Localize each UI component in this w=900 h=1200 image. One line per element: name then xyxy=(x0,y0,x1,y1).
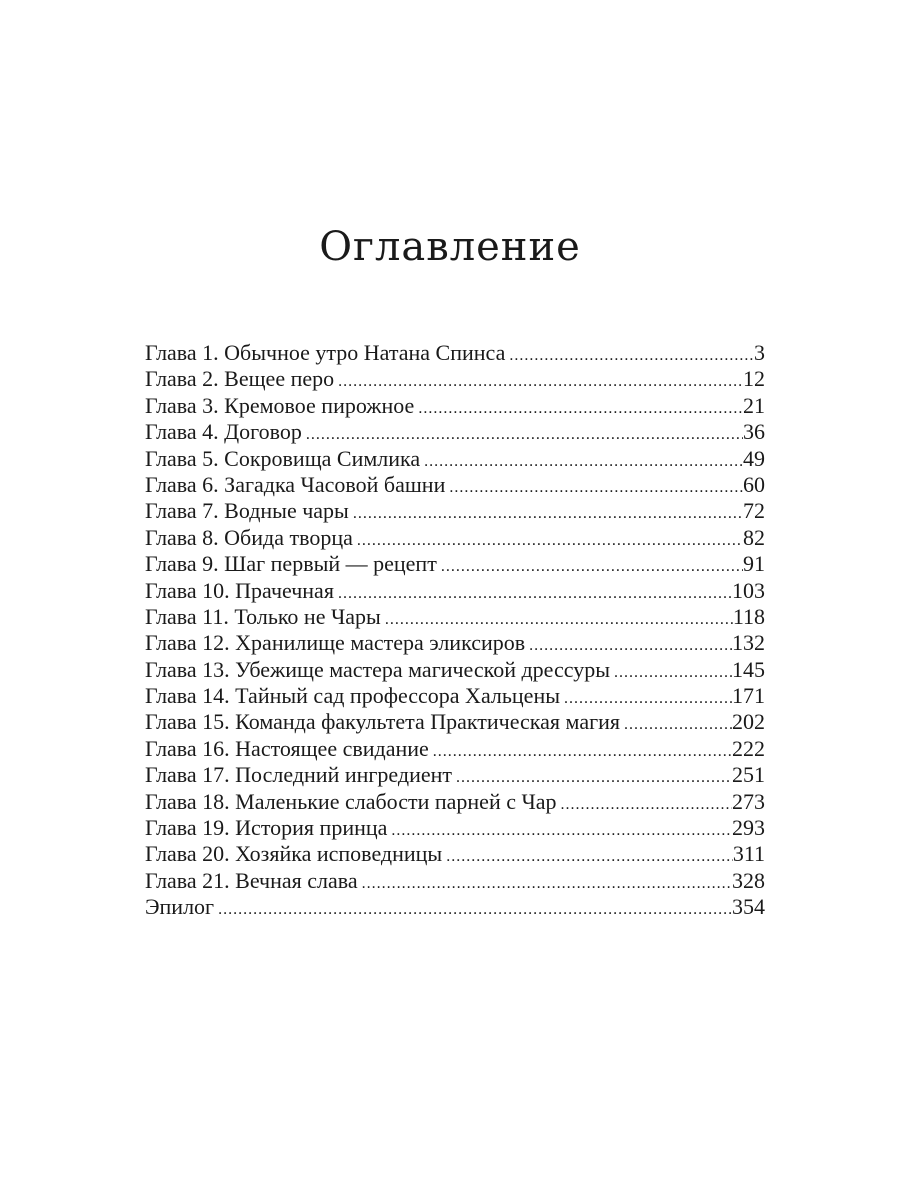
toc-entry-page-number: 273 xyxy=(732,788,765,814)
toc-entry-label: Эпилог xyxy=(145,894,215,920)
toc-entry-label: Глава 9. Шаг первый — рецепт xyxy=(145,551,437,577)
toc-dot-leader xyxy=(449,475,743,501)
toc-entry-page-number: 171 xyxy=(732,683,765,709)
toc-entry-label: Глава 1. Обычное утро Натана Спинса xyxy=(145,340,506,365)
toc-entry-page-number: 202 xyxy=(732,709,765,735)
toc-entry-page-number: 82 xyxy=(743,524,765,550)
toc-entry xyxy=(145,683,765,709)
toc-entry xyxy=(145,841,765,867)
toc-entry-page-number: 251 xyxy=(732,762,765,788)
toc-entry-label: Глава 4. Договор xyxy=(145,419,302,445)
toc-entry-label: Глава 19. История принца xyxy=(145,815,388,841)
toc-entry-label: Глава 12. Хранилище мастера эликсиров xyxy=(145,630,526,656)
toc-entry-label: Глава 14. Тайный сад профессора Хальцены xyxy=(145,683,561,709)
toc-entry xyxy=(145,815,765,841)
toc-entry-page-number: 145 xyxy=(732,656,765,682)
toc-entry-page-number: 49 xyxy=(743,445,765,471)
toc-entry xyxy=(145,446,765,472)
toc-dot-leader xyxy=(353,501,743,527)
toc-dot-leader xyxy=(561,792,732,818)
toc-entry-page-number: 293 xyxy=(732,815,765,841)
toc-entry-page-number: 118 xyxy=(732,603,765,629)
toc-entry-page-number: 12 xyxy=(743,366,765,392)
toc-entry xyxy=(145,709,765,735)
toc-entry xyxy=(145,472,765,498)
toc-entry-label: Глава 8. Обида творца xyxy=(145,524,353,550)
toc-entry-page-number: 354 xyxy=(732,894,765,920)
toc-entry-page-number: 222 xyxy=(732,735,765,761)
toc-entry-page-number: 36 xyxy=(743,419,765,445)
toc-entry xyxy=(145,762,765,788)
toc-entry-page-number: 132 xyxy=(732,630,765,656)
toc-entry-label: Глава 11. Только не Чары xyxy=(145,603,381,629)
toc-entry xyxy=(145,789,765,815)
toc-entry-label: Глава 10. Прачечная xyxy=(145,577,334,603)
toc-dot-leader xyxy=(441,554,743,580)
toc-entry xyxy=(145,366,765,392)
toc-entry xyxy=(145,894,765,920)
toc-dot-leader xyxy=(614,660,732,686)
toc-entry-label: Глава 16. Настоящее свидание xyxy=(145,735,429,761)
toc-entry-label: Глава 13. Убежище мастера магической дрессуры xyxy=(145,656,610,682)
toc-entry-label: Глава 3. Кремовое пирожное xyxy=(145,392,415,418)
toc-entry xyxy=(145,578,765,604)
toc-entry-label: Глава 2. Вещее перо xyxy=(145,366,335,392)
toc-entry-label: Глава 20. Хозяйка исповедницы xyxy=(145,841,443,867)
toc-entry xyxy=(145,604,765,630)
toc-dot-leader xyxy=(624,712,732,738)
toc-entry-label: Глава 15. Команда факультета Практическая магия xyxy=(145,709,620,735)
toc-entry-page-number: 72 xyxy=(743,498,765,524)
page-title: Оглавление xyxy=(319,224,581,270)
toc-entry xyxy=(145,868,765,894)
toc-dot-leader xyxy=(338,581,732,607)
toc-entry-page-number: 103 xyxy=(732,577,765,603)
toc-entry xyxy=(145,419,765,445)
toc-entry-label: Глава 17. Последний ингредиент xyxy=(145,762,453,788)
toc-entry xyxy=(145,551,765,577)
table-of-contents xyxy=(145,340,765,921)
toc-entry-page-number: 311 xyxy=(732,841,765,867)
toc-dot-leader xyxy=(433,739,732,765)
toc-entry xyxy=(145,657,765,683)
toc-entry-page-number: 91 xyxy=(743,551,765,577)
toc-entry xyxy=(145,340,765,366)
toc-entry xyxy=(145,525,765,551)
toc-entry-label: Глава 7. Водные чары xyxy=(145,498,349,524)
toc-dot-leader xyxy=(446,844,733,870)
toc-entry xyxy=(145,630,765,656)
toc-entry-label: Глава 6. Загадка Часовой башни xyxy=(145,471,446,497)
toc-entry xyxy=(145,736,765,762)
toc-dot-leader xyxy=(424,449,743,475)
toc-dot-leader xyxy=(218,897,732,923)
toc-dot-leader xyxy=(509,343,754,369)
toc-dot-leader xyxy=(362,871,732,897)
toc-entry-page-number: 60 xyxy=(743,471,765,497)
toc-entry-page-number: 3 xyxy=(754,340,765,365)
toc-entry-label: Глава 21. Вечная слава xyxy=(145,867,358,893)
toc-entry xyxy=(145,393,765,419)
toc-entry-label: Глава 5. Сокровища Симлика xyxy=(145,445,421,471)
toc-entry-page-number: 328 xyxy=(732,867,765,893)
toc-entry-label: Глава 18. Маленькие слабости парней с Чар xyxy=(145,788,557,814)
toc-entry-page-number: 21 xyxy=(743,392,765,418)
toc-dot-leader xyxy=(418,396,743,422)
toc-entry xyxy=(145,498,765,524)
